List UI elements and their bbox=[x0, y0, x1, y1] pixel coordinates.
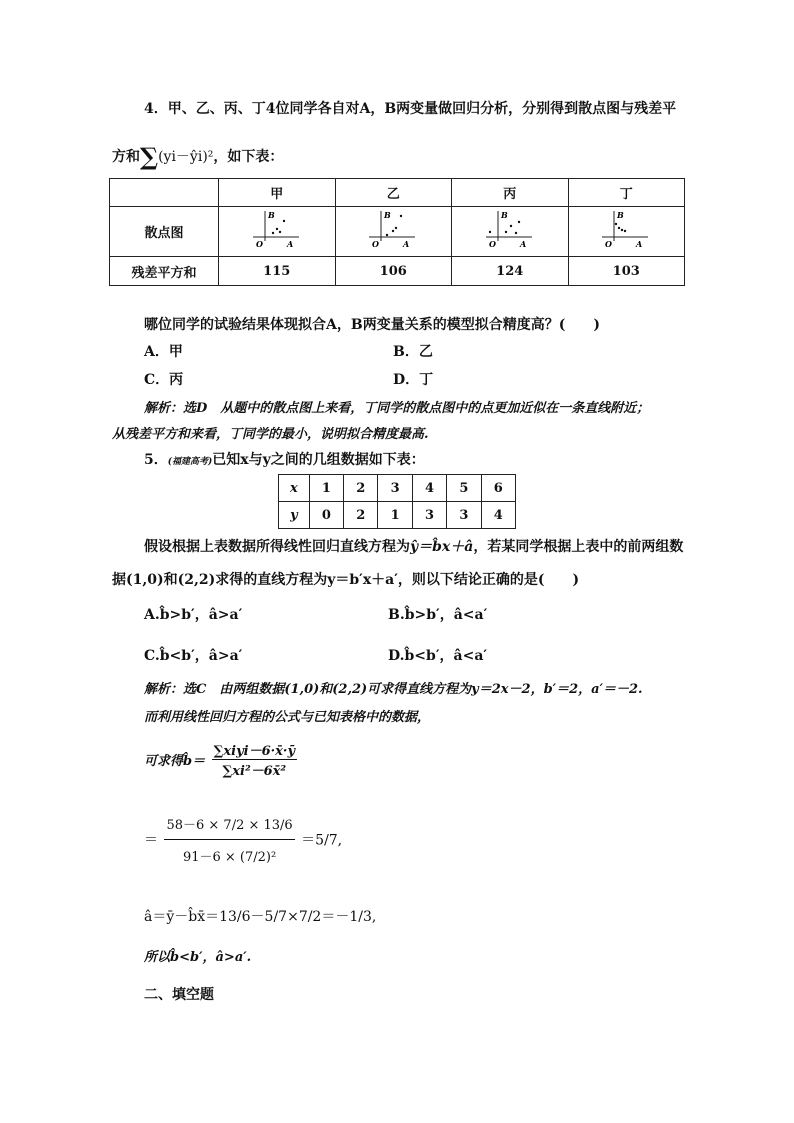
scatter-graph-jia bbox=[247, 209, 307, 251]
q5-formula-fraction bbox=[212, 740, 297, 779]
q4-option-a: A．甲 bbox=[144, 344, 183, 360]
svg-text:B: B bbox=[384, 209, 392, 220]
q4-solution-line1: 解析：选D 从题中的散点图上来看，丁同学的散点图中的点更加近似在一条直线附近； bbox=[144, 401, 650, 416]
q5-option-b: B.b̂>b′，â<a′ bbox=[388, 607, 488, 623]
q5-para1a: 假设根据上表数据所得线性回归直线方程为 bbox=[144, 539, 410, 555]
table-header-ding: 丁 bbox=[568, 179, 685, 207]
q5-para1-equation: ŷ＝b̂x＋â bbox=[410, 539, 474, 555]
q4-solution-line2: 从残差平方和来看，丁同学的最小，说明拟合精度最高. bbox=[112, 427, 429, 442]
scatter-plot-ding bbox=[568, 207, 685, 257]
y-label: y bbox=[279, 502, 310, 529]
residual-ding: 103 bbox=[568, 257, 685, 286]
svg-text:B: B bbox=[500, 209, 508, 220]
q5-text: 已知x与y之间的几组数据如下表： bbox=[212, 452, 425, 468]
svg-text:O: O bbox=[488, 238, 496, 249]
q4-sum-term: (yi－ŷi)² bbox=[158, 149, 214, 165]
q5-para2: 据(1,0)和(2,2)求得的直线方程为y＝b′x＋a′，则以下结论正确的是( ) bbox=[112, 572, 580, 588]
residual-yi: 106 bbox=[335, 257, 452, 286]
svg-text:O: O bbox=[255, 238, 263, 249]
svg-text:O: O bbox=[605, 238, 613, 249]
scatter-row-label: 散点图 bbox=[110, 207, 219, 257]
x-label: x bbox=[279, 475, 310, 502]
q4-option-b: B．乙 bbox=[393, 344, 433, 360]
q5-calc-denominator: 91－6 × (7/2)² bbox=[182, 850, 277, 865]
svg-text:A: A bbox=[519, 238, 526, 249]
x-value: 3 bbox=[378, 475, 412, 502]
q4-line2-prefix: 方和 bbox=[112, 149, 140, 165]
q5-calc-numerator: 58－6 × 7/2 × 13/6 bbox=[164, 814, 294, 840]
svg-text:A: A bbox=[286, 238, 293, 249]
q5-formula-denominator: ∑xi²－6x̄² bbox=[222, 764, 287, 779]
q5-option-d: D.b̂<b′，â<a′ bbox=[388, 648, 488, 664]
scatter-plot-bing bbox=[452, 207, 569, 257]
xy-data-table bbox=[278, 474, 516, 529]
y-value: 0 bbox=[309, 502, 343, 529]
x-value: 1 bbox=[309, 475, 343, 502]
svg-text:O: O bbox=[372, 238, 380, 249]
sigma-symbol: ∑ bbox=[140, 142, 159, 171]
y-value: 2 bbox=[344, 502, 378, 529]
scatter-residual-table bbox=[109, 178, 685, 286]
table-header-yi: 乙 bbox=[335, 179, 452, 207]
scatter-graph-yi bbox=[363, 209, 423, 251]
q5-formula-prefix: 可求得b̂＝ bbox=[144, 754, 206, 769]
q5-para1b: ，若某同学根据上表中的前两组数 bbox=[473, 539, 684, 555]
q5-para1 bbox=[144, 536, 683, 556]
table-header-empty bbox=[110, 179, 219, 207]
q5-calculation: ＝ $\frac{58-6 \times 7/2 \times 13/6}{\text{91－6 × (7/2)²}}$ ＝5/7, bbox=[144, 814, 342, 865]
table-header-bing: 丙 bbox=[452, 179, 569, 207]
x-value: 4 bbox=[412, 475, 446, 502]
q5-solution-line2: 而利用线性回归方程的公式与已知表格中的数据， bbox=[144, 710, 431, 725]
q4-line2-suffix: ，如下表： bbox=[213, 149, 284, 165]
y-value: 3 bbox=[412, 502, 446, 529]
q5-source: (福建高考) bbox=[167, 457, 213, 467]
svg-text:A: A bbox=[636, 238, 643, 249]
scatter-plot-yi bbox=[335, 207, 452, 257]
q5-line1 bbox=[144, 449, 425, 469]
q5-prefix: 5． bbox=[144, 452, 168, 468]
x-value: 6 bbox=[481, 475, 515, 502]
residual-bing: 124 bbox=[452, 257, 569, 286]
q5-conclusion: 所以b̂<b′，â>a′. bbox=[144, 950, 252, 965]
q5-option-c: C.b̂<b′，â>a′ bbox=[144, 648, 243, 664]
q5-option-a: A.b̂>b′，â>a′ bbox=[144, 607, 243, 623]
svg-text:B: B bbox=[267, 209, 275, 220]
scatter-graph-bing bbox=[480, 209, 540, 251]
q4-line2 bbox=[112, 138, 284, 171]
residual-jia: 115 bbox=[219, 257, 336, 286]
y-value: 3 bbox=[447, 502, 481, 529]
q5-intercept: â＝ȳ－b̂x̄＝13/6－5/7×7/2＝－1/3, bbox=[144, 909, 377, 925]
y-value: 1 bbox=[378, 502, 412, 529]
q4-question: 哪位同学的试验结果体现拟合A，B两变量关系的模型拟合精度高？( ) bbox=[144, 317, 600, 333]
q4-option-c: C．丙 bbox=[144, 372, 184, 388]
q5-formula-b bbox=[144, 740, 299, 779]
y-value: 4 bbox=[481, 502, 515, 529]
scatter-graph-ding bbox=[596, 209, 656, 251]
q5-formula-numerator: ∑xiyi－6·x̄·ȳ bbox=[212, 740, 297, 760]
x-value: 5 bbox=[447, 475, 481, 502]
q5-solution-line1: 解析：选C 由两组数据(1,0)和(2,2)可求得直线方程为y＝2x－2，b′＝2，a′＝－2. bbox=[144, 682, 643, 697]
q4-line1: 4．甲、乙、丙、丁4位同学各自对A，B两变量做回归分析，分别得到散点图与残差平 bbox=[144, 101, 677, 117]
residual-row-label: 残差平方和 bbox=[110, 257, 219, 286]
section-heading: 二、填空题 bbox=[144, 987, 214, 1003]
scatter-plot-jia bbox=[219, 207, 336, 257]
q4-option-d: D．丁 bbox=[393, 372, 434, 388]
x-value: 2 bbox=[344, 475, 378, 502]
q5-calc-result: ＝5/7, bbox=[301, 832, 343, 849]
table-header-jia: 甲 bbox=[219, 179, 336, 207]
svg-text:A: A bbox=[403, 238, 410, 249]
q5-calculation-fraction bbox=[164, 814, 294, 865]
svg-text:B: B bbox=[617, 209, 625, 220]
